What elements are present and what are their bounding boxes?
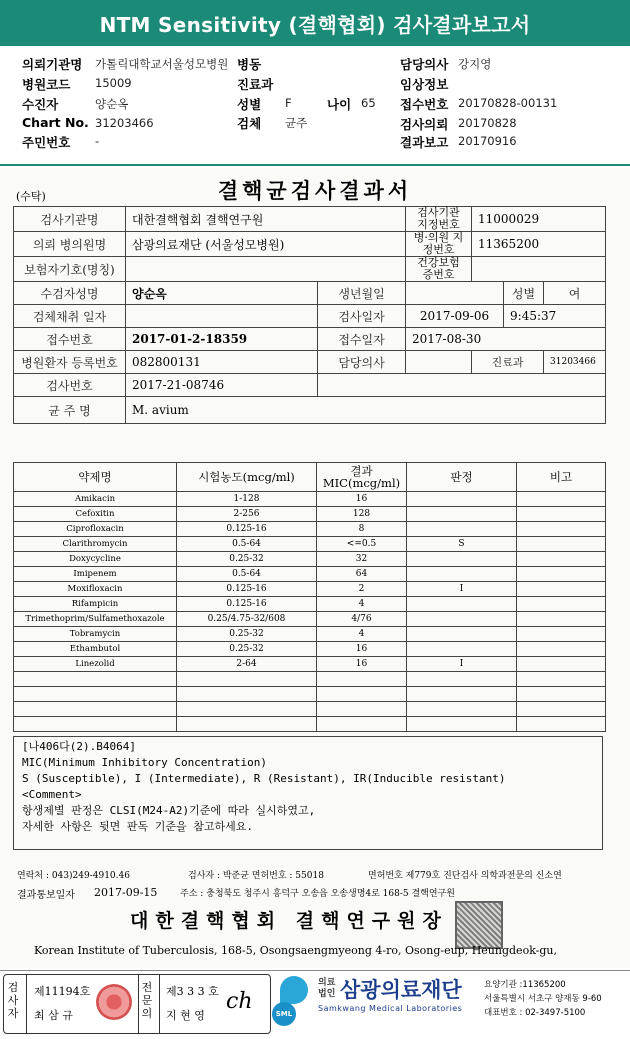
drug-cell-drug: Tobramycin [14,627,177,642]
req-hosp-code-value: 11365200 [472,232,606,257]
tester-vlabel: 검사자 [7,981,19,1020]
report-doc-title: 결핵균검사결과서 [217,178,413,203]
col-note: 비고 [517,463,606,492]
drug-cell-drug: Rifampicin [14,597,177,612]
drug-cell-empty [317,702,407,717]
drug-cell-empty [177,687,317,702]
drug-cell-empty [517,687,606,702]
comment-line: MIC(Minimum Inhibitory Concentration) [22,756,268,769]
drug-row [14,492,606,507]
drug-cell-empty [407,672,517,687]
drug-cell-drug: Linezolid [14,657,177,672]
report-date-label: 결과보고 [400,135,449,150]
receipt-date-value: 2017-08-30 [406,328,606,351]
drug-cell-mic: 32 [317,552,407,567]
drug-row [14,582,606,597]
specialist-name: 지 현 영 [166,1009,205,1022]
sign-divider [138,975,139,1033]
comment-line: 자세한 사항은 뒷면 판독 기준을 참고하세요. [22,820,254,833]
signoff-box [3,974,271,1034]
drug-cell-empty [317,687,407,702]
sex-label: 성별 [237,97,262,112]
drug-cell-drug: Moxifloxacin [14,582,177,597]
header-divider [0,164,630,166]
specialist-vlabel: 전문의 [141,981,153,1020]
patient-name-label: 수검자성명 [14,282,126,305]
hospital-value: 가톨릭대학교서울성모병원 [95,57,229,71]
tester-text: 검사자 : 박준균 면허번호 : 55018 [188,871,324,881]
drug-cell-range: 0.5-64 [177,567,317,582]
drug-table-body [14,492,606,732]
reg-no-label: 병원환자 등록번호 [14,351,126,374]
drug-row-empty [14,702,606,717]
drug-cell-drug: Clarithromycin [14,537,177,552]
col-range: 시험농도(mcg/ml) [177,463,317,492]
specialist-no: 제3 3 3 호 [166,985,219,998]
org-name: 삼광의료재단 [340,978,462,1002]
req-hosp-value: 삼광의료재단 (서울성모병원) [126,232,406,257]
org-prefix: 의료법인 [318,978,336,999]
drug-cell-interp: S [407,537,517,552]
test-no-label: 검사번호 [14,374,126,397]
drug-cell-empty [407,717,517,732]
report-date-value-doc: 2017-09-15 [94,886,158,899]
org-name-en: Samkwang Medical Laboratories [318,1004,463,1013]
drug-row [14,612,606,627]
dept-label: 진료과 [237,77,274,92]
resident-no-value: - [95,134,100,148]
drug-cell-note [517,492,606,507]
report-header [0,50,630,160]
resident-no-label: 주민번호 [22,135,71,150]
drug-cell-interp [407,492,517,507]
doctor-value-doc [406,351,472,374]
drug-cell-range: 0.125-16 [177,582,317,597]
test-time-value: 9:45:37 [504,305,606,328]
receipt-date-label: 접수일자 [318,328,406,351]
drug-cell-note [517,582,606,597]
drug-cell-drug: Ethambutol [14,642,177,657]
drug-cell-note [517,597,606,612]
drug-cell-interp [407,642,517,657]
drug-row [14,627,606,642]
drug-cell-range: 0.25-32 [177,642,317,657]
address-text: 주소 : 충청북도 청주시 흥덕구 오송읍 오송생명4로 168-5 결핵연구원 [180,889,455,899]
drug-cell-mic: 4/76 [317,612,407,627]
sex-label-doc: 성별 [504,282,544,305]
drug-cell-empty [14,672,177,687]
col-interp: 판정 [407,463,517,492]
drug-cell-interp [407,597,517,612]
drug-cell-note [517,627,606,642]
comment-line: S (Susceptible), I (Intermediate), R (Resistant), IR(Inducible resistant) [22,772,506,785]
patient-label: 수진자 [22,97,59,112]
bottom-divider [0,970,630,971]
drug-cell-empty [14,687,177,702]
drug-cell-interp [407,612,517,627]
drug-cell-note [517,507,606,522]
drug-cell-mic: 128 [317,507,407,522]
receipt-no-label-doc: 접수번호 [14,328,126,351]
sex-value-doc: 여 [544,282,606,305]
drug-cell-empty [407,687,517,702]
drug-cell-drug: Cefoxitin [14,507,177,522]
test-no-blank [318,374,606,397]
drug-cell-note [517,537,606,552]
hospital-label: 의뢰기관명 [22,57,83,72]
drug-cell-range: 0.25-32 [177,552,317,567]
drug-cell-empty [517,702,606,717]
drug-row [14,552,606,567]
reg-no-value: 082800131 [126,351,318,374]
drug-cell-empty [14,702,177,717]
age-value: 65 [361,96,376,110]
comment-line: [나406다(2).B4064] [22,740,136,753]
ward-label: 병동 [237,57,262,72]
drug-row [14,537,606,552]
drug-cell-range: 0.125-16 [177,597,317,612]
care-code: 요양기관 :11365200 [484,980,566,990]
test-date-label: 검사일자 [318,305,406,328]
col-mic: 결과 MIC(mcg/ml) [317,463,407,492]
stamp-tag: (수탁) [16,190,46,203]
org-phone: 대표번호 : 02-3497-5100 [484,1008,586,1018]
drug-cell-mic: 2 [317,582,407,597]
institute-name-en: Korean Institute of Tuberculosis, 168-5, Osongsaengmyeong 4-ro, Osong-eup, Heungdeok-gu, [34,944,558,957]
request-date-value: 20170828 [458,116,517,130]
drug-cell-drug: Ciprofloxacin [14,522,177,537]
contact-text: 연락처 : 043)249-4910.46 [17,871,130,881]
birth-value [406,282,504,305]
license-text: 면허번호 제779호 진단검사 의학과전문의 신소연 [368,871,562,881]
drug-cell-empty [177,702,317,717]
col-drug: 약제명 [14,463,177,492]
dept-value-doc: 31203466 [544,351,606,374]
drug-cell-range: 2-64 [177,657,317,672]
drug-cell-mic: 16 [317,657,407,672]
collect-date-value [126,305,318,328]
info-table [13,206,606,424]
drug-row-empty [14,672,606,687]
logo-swirl-icon [280,976,308,1004]
drug-cell-drug: Doxycycline [14,552,177,567]
drug-cell-range: 0.5-64 [177,537,317,552]
hospital-code-label: 병원코드 [22,77,71,92]
drug-cell-note [517,657,606,672]
comment-box [13,736,603,850]
strain-label: 균 주 명 [14,397,126,424]
drug-cell-note [517,567,606,582]
drug-cell-interp: I [407,657,517,672]
comment-line: <Comment> [22,788,82,801]
doctor-label-doc: 담당의사 [318,351,406,374]
drug-cell-empty [317,717,407,732]
drug-row [14,642,606,657]
drug-cell-note [517,642,606,657]
doctor-label: 담당의사 [400,57,449,72]
test-org-label: 검사기관명 [14,207,126,232]
request-date-label: 검사의뢰 [400,117,449,132]
drug-cell-mic: 4 [317,627,407,642]
health-card-label: 건강보험증번호 [406,257,472,282]
drug-row [14,657,606,672]
specimen-label: 검체 [237,116,262,131]
req-hosp-label: 의뢰 병의원명 [14,232,126,257]
patient-name-value: 양순옥 [126,282,318,305]
req-hosp-code-label: 병·의원 지정번호 [406,232,472,257]
drug-cell-note [517,522,606,537]
drug-cell-mic: 64 [317,567,407,582]
comment-line: 항생제별 판정은 CLSI(M24-A2)기준에 따라 실시하였고, [22,804,316,817]
drug-cell-range: 0.125-16 [177,522,317,537]
sex-value: F [285,96,292,110]
insurer-value [126,257,406,282]
drug-cell-mic: 16 [317,492,407,507]
org-address: 서울특별시 서초구 양재동 9-60 [484,994,602,1004]
sign-divider [26,975,27,1033]
drug-cell-empty [317,672,407,687]
report-date-value: 20170916 [458,134,517,148]
drug-cell-empty [177,717,317,732]
drug-cell-mic: 4 [317,597,407,612]
tester-name: 최 삼 규 [34,1009,73,1022]
drug-row-empty [14,687,606,702]
drug-cell-interp [407,552,517,567]
test-org-code-value: 11000029 [472,207,606,232]
drug-row [14,597,606,612]
chart-no-value: 31203466 [95,116,154,130]
receipt-no-value-doc: 2017-01-2-18359 [126,328,318,351]
drug-cell-drug: Imipenem [14,567,177,582]
drug-cell-range: 2-256 [177,507,317,522]
institute-seal [455,901,503,949]
receipt-no-value: 20170828-00131 [458,96,558,110]
specimen-value: 균주 [285,116,308,130]
tester-no: 제11194호 [34,985,91,998]
sign-divider [159,975,160,1033]
drug-cell-empty [517,717,606,732]
test-date-value: 2017-09-06 [406,305,504,328]
drug-cell-interp [407,567,517,582]
drug-cell-mic: 16 [317,642,407,657]
drug-cell-empty [177,672,317,687]
clinical-info-label: 임상정보 [400,77,449,92]
receipt-no-label: 접수번호 [400,97,449,112]
drug-cell-drug: Amikacin [14,492,177,507]
insurer-label: 보험자기호(명칭) [14,257,126,282]
test-org-value: 대한결핵협회 결핵연구원 [126,207,406,232]
drug-cell-range: 0.25/4.75-32/608 [177,612,317,627]
signature: ch [226,989,253,1014]
drug-cell-note [517,612,606,627]
health-card-value [472,257,606,282]
birth-label: 생년월일 [318,282,406,305]
hospital-code-value: 15009 [95,76,132,90]
collect-date-label: 검체채취 일자 [14,305,126,328]
patient-value: 양순옥 [95,97,129,111]
drug-cell-interp [407,507,517,522]
dept-label-doc: 진료과 [472,351,544,374]
strain-value: M. avium [126,397,606,424]
drug-cell-empty [407,702,517,717]
report-title: NTM Sensitivity (결핵협회) 검사결과보고서 [0,0,630,46]
drug-row [14,507,606,522]
drug-cell-empty [14,717,177,732]
report-date-label-doc: 결과통보일자 [17,890,75,901]
chart-no-label: Chart No. [22,115,89,130]
institute-name-kr: 대한결핵협회 결핵연구원장 [130,910,448,932]
doctor-value: 강지영 [458,57,492,71]
drug-row [14,567,606,582]
drug-cell-interp [407,522,517,537]
drug-row-empty [14,717,606,732]
drug-cell-empty [517,672,606,687]
logo-ball: SML [272,1002,296,1026]
drug-cell-interp: I [407,582,517,597]
drug-cell-range: 0.25-32 [177,627,317,642]
tester-seal [96,984,132,1020]
drug-table [13,462,606,732]
drug-row [14,522,606,537]
age-label: 나이 [327,97,352,112]
drug-cell-interp [407,627,517,642]
drug-cell-note [517,552,606,567]
test-org-code-label: 검사기관 지정번호 [406,207,472,232]
sml-logo [272,976,312,1026]
test-no-value: 2017-21-08746 [126,374,318,397]
drug-cell-drug: Trimethoprim/Sulfamethoxazole [14,612,177,627]
drug-cell-mic: <=0.5 [317,537,407,552]
drug-cell-range: 1-128 [177,492,317,507]
drug-cell-mic: 8 [317,522,407,537]
